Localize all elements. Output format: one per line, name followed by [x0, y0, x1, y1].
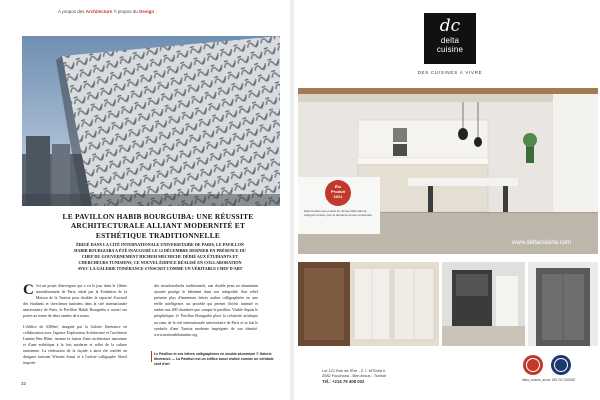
article-title-block — [58, 212, 258, 240]
kitchen-photo-3 — [528, 262, 598, 346]
brand-website[interactable]: www.deltacuisine.com — [512, 240, 572, 246]
article-standfirst: ÉRIGÉ DANS LA CITÉ INTERNATIONALE UNIVERSITAIRE DE PARIS, LE PAVILLON HABIB BOURGUIBA A ÉTÉ INAUGURÉ LE 12 DÉCEMBRE DERNIER EN PRÉSENCE DU CHEF DU GOUVERNEMENT HICHEM MECHICHI. DÉDIÉ AUX ÉTUDIANTS ET CHERCHEURS TUNISIENS, CE NOUVEL ÉDIFICE RÉALISÉ EN COLLABORATION AVEC LA GALERIE ITINÉRANCE S'INSCRIT COMME UN VÉRITABLE CHEF D'ART — [74, 242, 246, 272]
phone-number[interactable]: Tél.: +216 79 408 002 — [322, 378, 365, 384]
col1-paragraph-1: 'est un projet d'envergure qui a vu le jour dans le 14ème arrondissement de Paris, initié par la Fondation de la Maison de la Tunisie pour doubler la capacité d'accueil des étudiants et chercheurs tunisiens dans la cité internationale universitaire de Paris, le Pavillon Habib Bourguiba a ouvert ses portes au terme de deux années de travaux. — [23, 284, 127, 319]
contact-block — [322, 368, 462, 384]
page-gutter — [289, 0, 295, 400]
logo-monogram: dc — [439, 16, 461, 36]
header-part-4: Design — [139, 9, 155, 14]
pavilion-photo-illustration — [22, 36, 280, 206]
badge-line-2: Produit — [331, 189, 345, 194]
drop-cap: C — [23, 282, 34, 298]
right-page-advertisement — [298, 0, 600, 400]
caption-accent-rule — [151, 351, 152, 362]
logo-word-cuisine: cuisine — [436, 45, 464, 54]
address-line-1: Lot 121 Rue de l'Ère - Z. I. M'Ghira II — [322, 368, 386, 373]
header-part-3: À propos du — [113, 9, 138, 14]
col1-paragraph-2: L'édifice de 6300m², imaginé par la Galerie Itinérance en collaboration avec l'agence Exploration Architecture et l'architecte Lamine Ben Hibet, incarne la fusion d'une architecture innovante et d'une esthétique à la fois moderne et reflet de la culture tunisienne. La réalisation de la façade a ainsi été confiée au designer tunisien Wissem Sonai et à l'artiste calligraphe Shoof inspirée — [23, 324, 127, 366]
promo-text: Delta Cuisine élue produit de l'année 2021 dans la catégorie cuisine, pour la deuxième année consécutive — [304, 209, 373, 217]
badge-line-3: 2021 — [333, 194, 343, 199]
award-badge — [325, 180, 351, 206]
col2-paragraph-1: des moucharabiehs traditionnels, une double peau en aluminium ajourée protège le bâtiment dans son intégralité. Son relief présente plus d'immenses lettres arabes calligraphiées en une réelle intelligence, un procédé qui permet d'offrir intimité et ombre aux 200 chambres que compte le pavillon. Visible depuis le périphérique, le Pavillon Bourguiba place la créativité artistique au cœur de la cité internationale universitaire de Paris et se fait le symbole d'une Tunisie moderne imprégnée de son identité. — [154, 284, 258, 331]
award-seal-blue-icon — [551, 355, 571, 375]
instagram-handle[interactable]: delta_cuisine_arous — [522, 378, 551, 382]
product-of-year-promo — [298, 177, 380, 234]
pavilion-facade-photo — [22, 36, 280, 206]
kitchen-photo-1 — [298, 262, 439, 346]
article-column-2 — [154, 283, 258, 338]
delta-cuisine-logo — [424, 13, 476, 64]
page-number: 32 — [21, 381, 27, 386]
facebook-handle[interactable]: DELTA CUISINE — [552, 378, 576, 382]
left-page-article — [18, 0, 284, 400]
badge-line-1: Élu — [334, 184, 342, 189]
photo-caption: Le Pavillon et ses lettres calligraphiées en double aluminium © Galerie Itinérance — La Pavillon est un édifice aussi réalisé comme un véritable chef d'art — [154, 352, 274, 366]
brand-tagline: DES CUISINES À VIVRE — [417, 70, 483, 75]
kitchen-photo-2 — [442, 262, 525, 346]
header-part-2: Architecture — [85, 9, 113, 14]
award-seal-red-icon — [523, 355, 543, 375]
address-line-2: 2082 Fouchana - Ben Arous - Tunisie — [322, 373, 387, 379]
article-column-1 — [23, 283, 127, 366]
article-title: LE PAVILLON HABIB BOURGUIBA: UNE RÉUSSITE ARCHITECTURALE ALLIANT MODERNITÉ ET ESTHÉTIQUE TRADITIONNELLE — [62, 212, 254, 240]
header-part-1: À propos des — [58, 9, 85, 14]
section-header-strip — [58, 9, 154, 14]
kitchen-photo-1-illustration — [298, 262, 439, 346]
kitchen-photo-3-illustration — [528, 262, 598, 346]
col2-website-link[interactable]: www.maisondelatunisie.org — [154, 332, 198, 337]
kitchen-photo-2-illustration — [442, 262, 525, 346]
logo-word-delta: delta — [440, 36, 460, 45]
